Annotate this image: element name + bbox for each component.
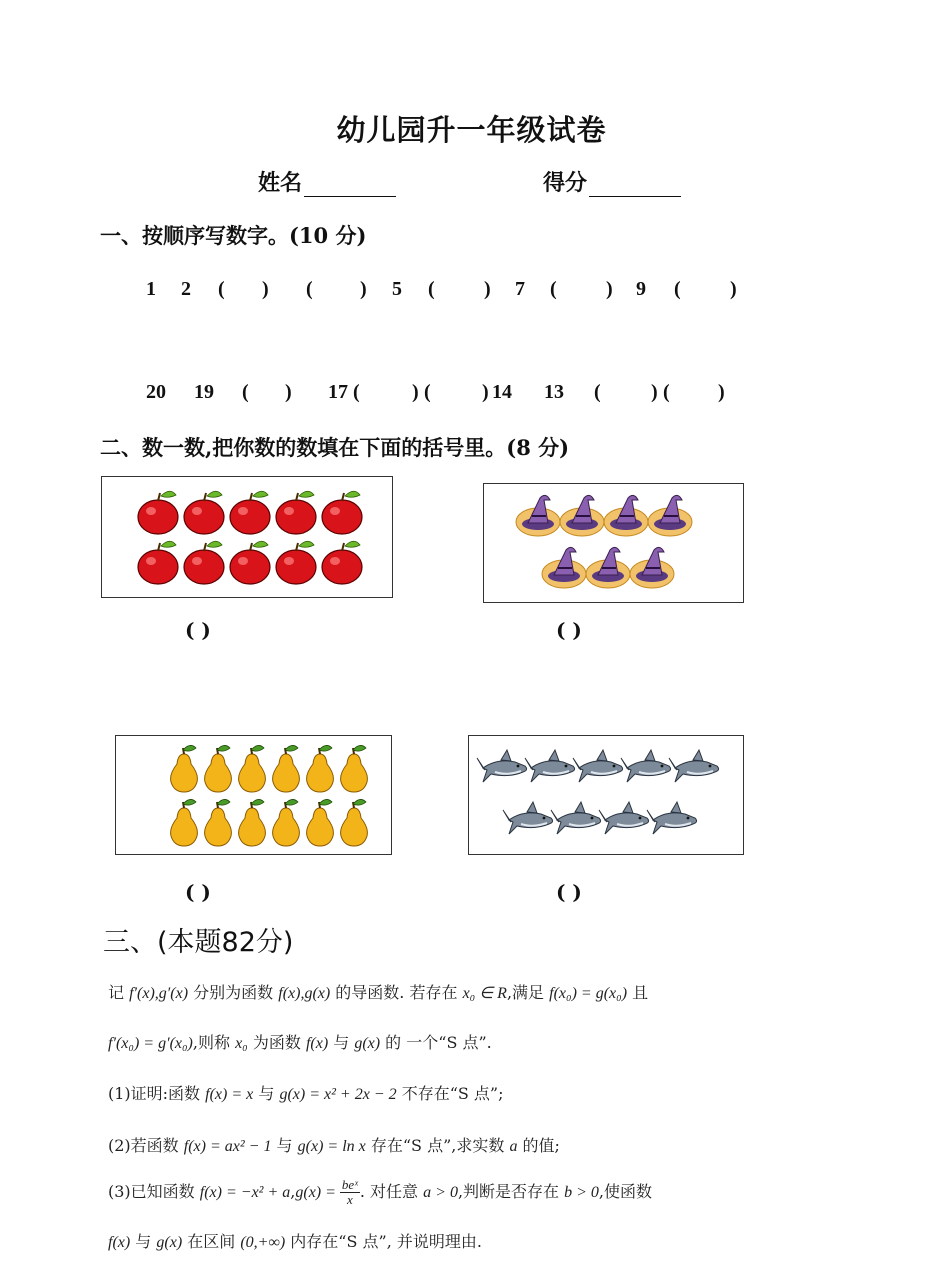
- math: f′(x₀) = g′(x₀): [108, 1035, 193, 1052]
- fraction: [340, 1178, 360, 1207]
- math: f(x) = −x² + a: [199, 1184, 291, 1201]
- seq-blank-open: (: [353, 381, 360, 403]
- text: ,: [290, 1182, 296, 1201]
- text: 与: [130, 1232, 157, 1251]
- math: g(x) =: [295, 1184, 340, 1201]
- math: f(x) = x: [205, 1086, 254, 1103]
- seq-item: 1: [146, 278, 156, 300]
- sharks-answer[interactable]: ( ): [556, 880, 582, 904]
- pears-picture: [116, 736, 391, 854]
- section3-heading: 三、(本题82分): [103, 927, 294, 958]
- text: ,判断是否存在: [457, 1182, 565, 1201]
- score-field[interactable]: [543, 166, 681, 197]
- text: 与: [328, 1033, 355, 1052]
- question-3-continued: [108, 1229, 482, 1252]
- seq-item: 9: [636, 278, 646, 300]
- seq-item: 17: [328, 381, 348, 403]
- seq-blank-close: ): [482, 381, 489, 403]
- apples-answer[interactable]: ( ): [185, 618, 211, 642]
- seq-blank-close: ): [651, 381, 658, 403]
- name-field[interactable]: [258, 166, 396, 197]
- text: 的 一个“S 点”.: [380, 1033, 492, 1052]
- seq-item: 14: [492, 381, 512, 403]
- question-2: [108, 1133, 560, 1156]
- math: f(x): [108, 1234, 131, 1251]
- hats-picture: [484, 484, 743, 602]
- math: g(x): [156, 1234, 183, 1251]
- math: b > 0: [564, 1184, 599, 1201]
- text: 的值;: [517, 1136, 560, 1155]
- seq-blank-close: ): [285, 381, 292, 403]
- text: 存在“S 点”,求实数: [365, 1136, 510, 1155]
- seq-blank-open: (: [242, 381, 249, 403]
- score-label: 得分: [543, 170, 588, 196]
- math: f′(x),g′(x): [129, 985, 189, 1002]
- problem-line-1: [108, 980, 648, 1003]
- apples-picture: [102, 477, 392, 597]
- math: (0,+∞): [240, 1234, 286, 1251]
- seq-blank-open: (: [306, 278, 313, 300]
- sharks-box: [468, 735, 744, 855]
- text: 在区间: [182, 1232, 241, 1251]
- math: a > 0: [423, 1184, 458, 1201]
- seq-blank-open: (: [428, 278, 435, 300]
- seq-blank-close: ): [718, 381, 725, 403]
- text: 不存在“S 点”;: [396, 1084, 504, 1103]
- math: x₀ ∈ R: [462, 985, 507, 1002]
- fraction-denominator: x: [347, 1192, 353, 1207]
- seq-blank-close: ): [412, 381, 419, 403]
- hats-answer[interactable]: ( ): [556, 618, 582, 642]
- text: (2)若函数: [108, 1136, 184, 1155]
- name-blank[interactable]: [304, 176, 396, 197]
- hats-box: [483, 483, 744, 603]
- text: (1)证明:函数: [108, 1084, 206, 1103]
- score-blank[interactable]: [589, 176, 681, 197]
- math: a: [509, 1138, 518, 1155]
- question-3: [108, 1178, 652, 1207]
- math: f(x₀) = g(x₀): [549, 985, 628, 1002]
- seq-blank-open: (: [674, 278, 681, 300]
- pears-answer[interactable]: ( ): [185, 880, 211, 904]
- seq-blank-close: ): [262, 278, 269, 300]
- seq-blank-close: ): [606, 278, 613, 300]
- seq-blank-close: ): [730, 278, 737, 300]
- text: ,满足: [506, 983, 550, 1002]
- seq-blank-close: ): [360, 278, 367, 300]
- text: 分别为函数: [188, 983, 279, 1002]
- text: (3)已知函数: [108, 1182, 200, 1201]
- text: 且: [627, 983, 649, 1002]
- section1-heading: 一、按顺序写数字。(10 分): [100, 223, 367, 248]
- text: 与: [271, 1136, 298, 1155]
- sharks-picture: [469, 736, 743, 854]
- exam-title: 幼儿园升一年级试卷: [336, 113, 607, 147]
- seq-blank-open: (: [424, 381, 431, 403]
- apples-box: [101, 476, 393, 598]
- pears-box: [115, 735, 392, 855]
- name-label: 姓名: [258, 170, 303, 196]
- text: 与: [253, 1084, 280, 1103]
- seq-item: 19: [194, 381, 214, 403]
- text: 的导函数. 若存在: [330, 983, 463, 1002]
- text: ,则称: [192, 1033, 236, 1052]
- math: f(x),g(x): [278, 985, 331, 1002]
- math: f(x) = ax² − 1: [183, 1138, 272, 1155]
- seq-item: 2: [181, 278, 191, 300]
- math: f(x): [305, 1035, 329, 1052]
- fraction-numerator: beˣ: [341, 1177, 358, 1192]
- problem-line-2: [108, 1030, 492, 1053]
- seq-blank-open: (: [550, 278, 557, 300]
- seq-item: 5: [392, 278, 402, 300]
- text: 内存在“S 点”, 并说明理由.: [285, 1232, 482, 1251]
- seq-blank-open: (: [663, 381, 670, 403]
- text: 为函数: [247, 1033, 306, 1052]
- text: . 对任意: [359, 1182, 424, 1201]
- seq-blank-close: ): [484, 278, 491, 300]
- section2-heading: 二、数一数,把你数的数填在下面的括号里。(8 分): [100, 435, 570, 460]
- text: 记: [108, 983, 130, 1002]
- seq-item: 20: [146, 381, 166, 403]
- math: x₀: [235, 1035, 248, 1052]
- text: ,使函数: [598, 1182, 653, 1201]
- seq-blank-open: (: [218, 278, 225, 300]
- seq-item: 7: [515, 278, 525, 300]
- question-1: [108, 1081, 504, 1104]
- math: g(x): [354, 1035, 381, 1052]
- seq-item: 13: [544, 381, 564, 403]
- seq-blank-open: (: [594, 381, 601, 403]
- math: g(x) = ln x: [297, 1138, 366, 1155]
- math: g(x) = x² + 2x − 2: [279, 1086, 397, 1103]
